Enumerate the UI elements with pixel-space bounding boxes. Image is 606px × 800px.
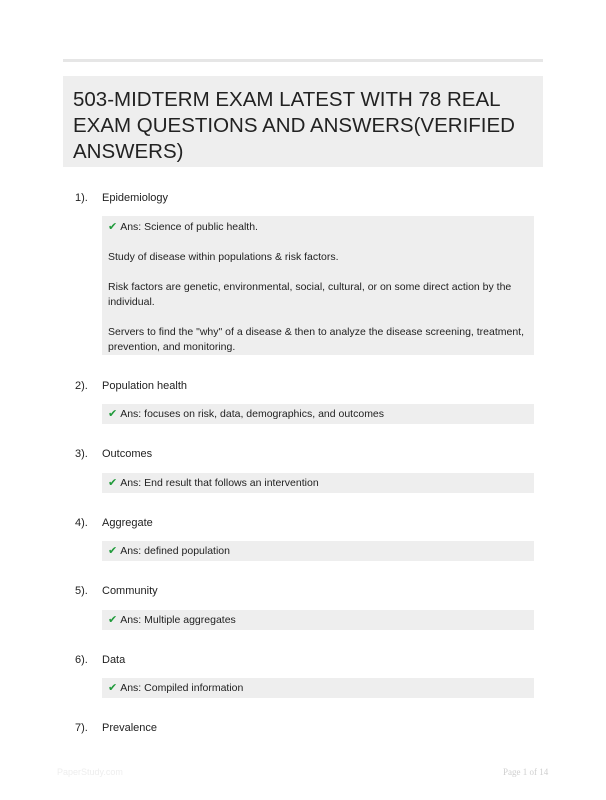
answer-box xyxy=(102,473,534,493)
check-icon: ✔ xyxy=(108,220,118,233)
question-number: 5). xyxy=(75,585,88,597)
check-icon: ✔ xyxy=(108,613,118,626)
answer-box xyxy=(102,404,534,424)
document-title: 503-MIDTERM EXAM LATEST WITH 78 REAL EXAM QUESTIONS AND ANSWERS(VERIFIED ANSWERS) xyxy=(73,88,515,163)
question-number: 6). xyxy=(75,654,88,666)
question-term: Community xyxy=(102,585,158,597)
check-icon: ✔ xyxy=(108,544,118,557)
question-number: 7). xyxy=(75,722,88,734)
top-divider xyxy=(63,59,543,62)
question-term: Data xyxy=(102,654,126,666)
answer-box xyxy=(102,541,534,561)
answer-text: Risk factors are genetic, environmental, social, cultural, or on some direct action by the individual. xyxy=(108,281,512,308)
question-term: Aggregate xyxy=(102,517,153,529)
answer-text: Ans: End result that follows an intervention xyxy=(120,477,319,489)
answer-text: Ans: Multiple aggregates xyxy=(120,614,236,626)
question-term: Prevalence xyxy=(102,722,158,734)
question-term: Outcomes xyxy=(102,448,153,460)
question-term: Population health xyxy=(102,380,188,392)
title-banner xyxy=(63,76,543,167)
answer-box xyxy=(102,610,534,630)
check-icon: ✔ xyxy=(108,681,118,694)
question-number: 4). xyxy=(75,517,88,529)
answer-text: Study of disease within populations & risk factors. xyxy=(108,251,339,263)
answer-text: Ans: focuses on risk, data, demographics, and outcomes xyxy=(120,408,385,420)
check-icon: ✔ xyxy=(108,407,118,420)
answer-text: Ans: Compiled information xyxy=(120,682,244,694)
page-number: Page 1 of 14 xyxy=(503,767,549,777)
question-term: Epidemiology xyxy=(102,192,169,204)
answer-text: Servers to find the "why" of a disease & then to analyze the disease screening, treatment, prevention, and monitoring. xyxy=(108,326,525,353)
answer-box xyxy=(102,216,534,355)
answer-text: Ans: Science of public health. xyxy=(120,221,258,233)
question-number: 1). xyxy=(75,192,88,204)
question-number: 3). xyxy=(75,448,88,460)
check-icon: ✔ xyxy=(108,476,118,489)
answer-box xyxy=(102,678,534,698)
question-number: 2). xyxy=(75,380,88,392)
footer-site: PaperStudy.com xyxy=(57,767,123,777)
answer-text: Ans: defined population xyxy=(120,545,230,557)
